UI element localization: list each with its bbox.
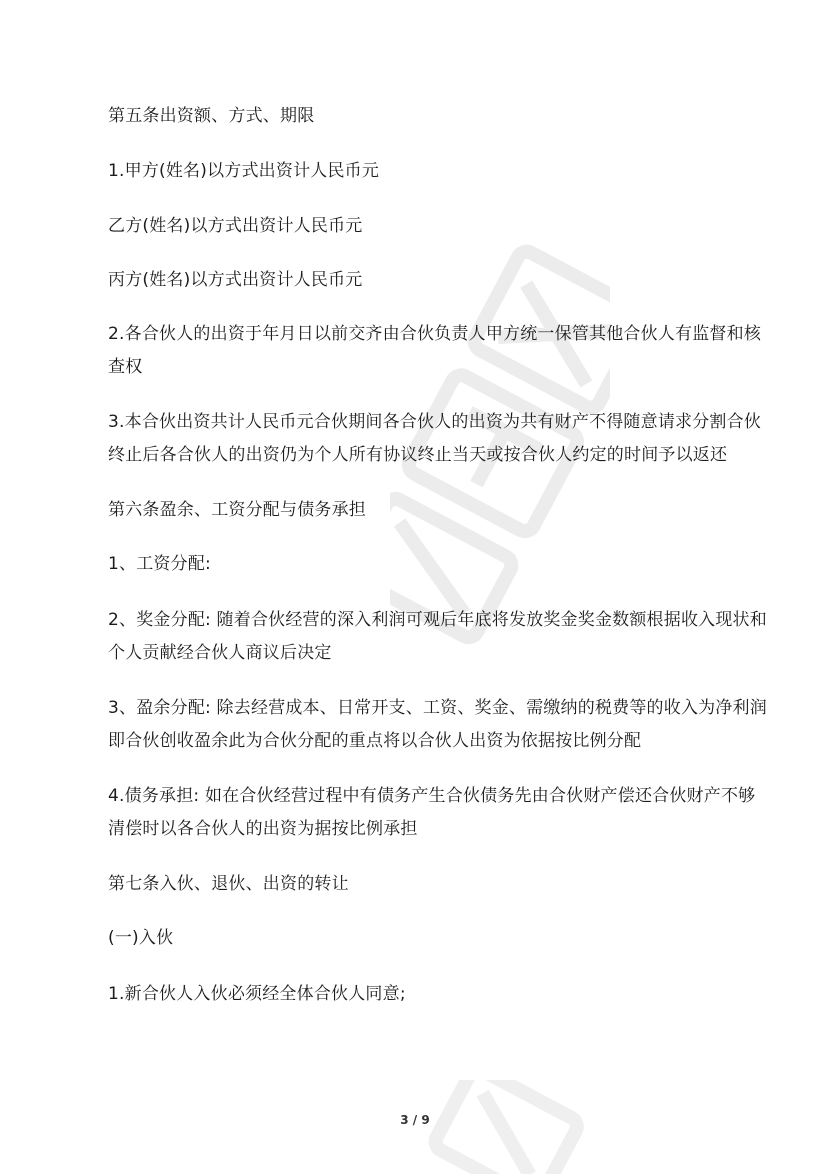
paragraph-line: 丙方(姓名)以方式出资计人民币元 <box>108 270 363 290</box>
watermark-logo-bottom <box>420 1080 600 1174</box>
paragraph-bonus-distribution <box>108 604 767 670</box>
paragraph-line: 1.新合伙人入伙必须经全体合伙人同意; <box>108 984 406 1004</box>
paragraph-line: 乙方(姓名)以方式出资计人民币元 <box>108 216 363 236</box>
paragraph-line: 1.甲方(姓名)以方式出资计人民币元 <box>108 161 380 181</box>
paragraph-line: 1、工资分配: <box>108 554 211 574</box>
paragraph-line: (一)入伙 <box>108 928 174 948</box>
page-number: 3 / 9 <box>400 1113 430 1127</box>
paragraph-contribution-deadline <box>108 318 762 384</box>
paragraph-line: 第六条盈余、工资分配与债务承担 <box>108 500 366 520</box>
article-5-heading <box>108 100 744 133</box>
paragraph-line: 4.债务承担: 如在合伙经营过程中有债务产生合伙债务先由合伙财产偿还合伙财产不够 <box>108 786 756 806</box>
article-7-heading <box>108 868 744 901</box>
paragraph-party-a <box>108 155 744 188</box>
paragraph-line: 第七条入伙、退伙、出资的转让 <box>108 874 349 894</box>
paragraph-line: 清偿时以各合伙人的出资为据按比例承担 <box>108 819 418 839</box>
paragraph-line: 个人贡献经合伙人商议后决定 <box>108 643 332 663</box>
paragraph-debt-bearing <box>108 780 756 846</box>
paragraph-line: 查权 <box>108 357 143 377</box>
paragraph-party-b <box>108 210 744 243</box>
paragraph-contribution-total <box>108 406 762 472</box>
paragraph-salary-distribution <box>108 548 744 581</box>
paragraph-surplus-distribution <box>108 692 767 758</box>
paragraph-new-partner-consent <box>108 978 744 1011</box>
paragraph-line: 2.各合伙人的出资于年月日以前交齐由合伙负责人甲方统一保管其他合伙人有监督和核 <box>108 324 762 344</box>
paragraph-line: 3、盈余分配: 除去经营成本、日常开支、工资、奖金、需缴纳的税费等的收入为净利润 <box>108 698 767 718</box>
paragraph-line: 2、奖金分配: 随着合伙经营的深入利润可观后年底将发放奖金奖金数额根据收入现状和 <box>108 610 767 630</box>
article-6-heading <box>108 494 744 527</box>
paragraph-line: 即合伙创收盈余此为合伙分配的重点将以合伙人出资为依据按比例分配 <box>108 731 642 751</box>
paragraph-line: 3.本合伙出资共计人民币元合伙期间各合伙人的出资为共有财产不得随意请求分割合伙 <box>108 412 762 432</box>
paragraph-party-c <box>108 264 744 297</box>
paragraph-line: 第五条出资额、方式、期限 <box>108 106 315 126</box>
paragraph-line: 终止后各合伙人的出资仍为个人所有协议终止当天或按合伙人约定的时间予以返还 <box>108 445 728 465</box>
section-admission-heading <box>108 922 744 955</box>
